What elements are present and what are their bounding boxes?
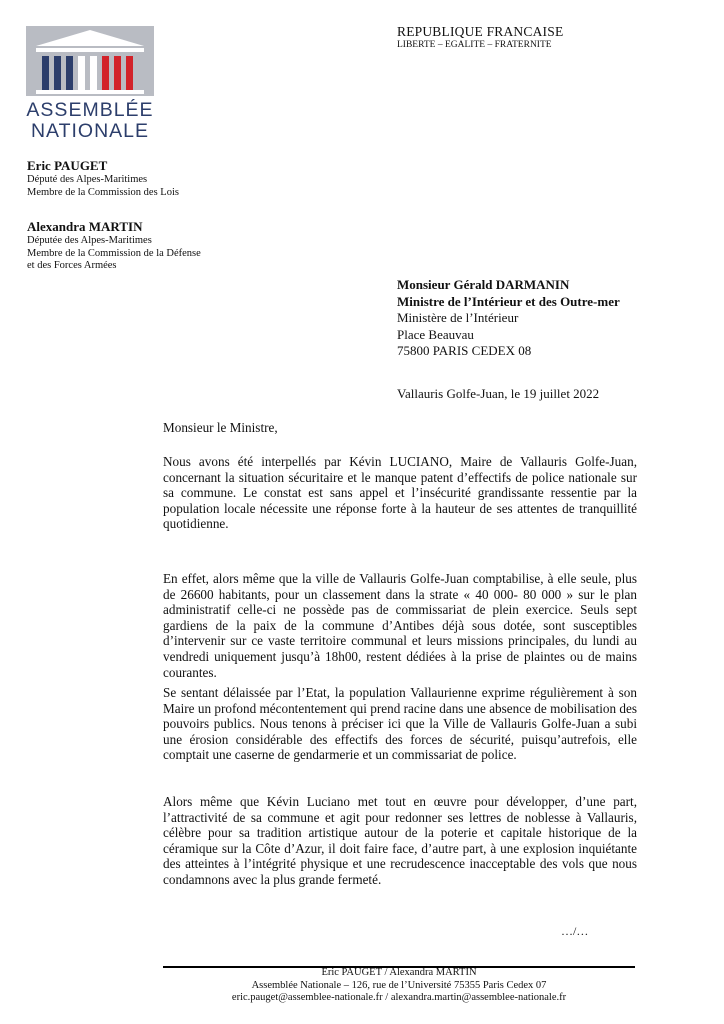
deputy-commission: Membre de la Commission de la Défense bbox=[27, 247, 201, 259]
recipient-street: Place Beauvau bbox=[397, 326, 474, 342]
republic-motto: LIBERTE – EGALITE – FRATERNITE bbox=[397, 40, 552, 50]
deputy-role: Député des Alpes-Maritimes bbox=[27, 174, 148, 185]
recipient-city: 75800 PARIS CEDEX 08 bbox=[397, 343, 532, 358]
republic-title: REPUBLIQUE FRANCAISE bbox=[397, 24, 564, 39]
paragraph-1: Nous avons été interpellés par Kévin LUCIANO, Maire de Vallauris Golfe-Juan, concernant la situation sécuritaire et le manque patent d’effectifs de police nationale sur sa commune. Le constat est sans appel et l’insécurité grandissante ressentie par la population locale nécessite une réponse forte à la hauteur de ses attentes de tranquillité quotidienne. bbox=[163, 454, 637, 532]
deputy-name: Eric PAUGET bbox=[27, 158, 108, 173]
recipient-name: Monsieur Gérald DARMANIN bbox=[397, 277, 570, 292]
deputy-commission: Membre de la Commission des Lois bbox=[27, 186, 179, 198]
hemicycle-emblem-icon bbox=[26, 26, 154, 96]
footer-address: Assemblée Nationale – 126, rue de l’Université 75355 Paris Cedex 07 bbox=[251, 980, 547, 991]
paragraph-3: Se sentant délaissée par l’Etat, la population Vallaurienne exprime régulièrement à son Maire un profond mécontentement qui prend racine dans une absence de mobilisation des pouvoirs publics. Nous tenons à préciser ici que la Ville de Vallauris Golfe-Juan a subi une érosion considérable des effectifs des forces de sécurité, puisqu’autrefois, elle comptait une caserne de gendarmerie et un commissariat de police. bbox=[163, 685, 637, 763]
footer-names: Eric PAUGET / Alexandra MARTIN bbox=[321, 967, 477, 978]
recipient-title: Ministre de l’Intérieur et des Outre-mer bbox=[397, 293, 620, 309]
logo-text-line1: ASSEMBLÉE bbox=[26, 99, 154, 121]
letter-date: Vallauris Golfe-Juan, le 19 juillet 2022 bbox=[397, 386, 600, 401]
recipient-ministry: Ministère de l’Intérieur bbox=[397, 310, 519, 325]
deputy-block-martin bbox=[27, 219, 201, 273]
salutation: Monsieur le Ministre, bbox=[163, 420, 278, 435]
deputy-commission-cont: et des Forces Armées bbox=[27, 260, 117, 271]
paragraph-4: Alors même que Kévin Luciano met tout en œuvre pour développer, d’une part, l’attractivité de sa commune et agit pour redonner ses lettres de noblesse à Vallauris, célèbre pour sa tradition artistique autour de la poterie et capitale historique de la céramique sur la Côte d’Azur, il doit faire face, d’autre part, à une explosion inquiétante des atteintes à l’intégrité physique et une recrudescence inacceptable des vols que nous condamnons avec la plus grande fermeté. bbox=[163, 794, 637, 887]
paragraph-2: En effet, alors même que la ville de Vallauris Golfe-Juan comptabilise, à elle seule, plus de 26600 habitants, pour un classement dans la strate « 40 000- 80 000 » sur le plan administratif celle-ci ne possède pas de commissariat de plein exercice. Seuls sept gardiens de la paix de la commune d’Antibes déjà sous dotée, sont susceptibles d’intervenir sur ce vaste territoire communal et leurs missions principales, du lundi au vendredi uniquement jusqu’à 18h00, restent dédiées à la prise de plaintes ou de mains courantes. bbox=[163, 571, 637, 680]
footer-emails: eric.pauget@assemblee-nationale.fr / alexandra.martin@assemblee-nationale.fr bbox=[231, 992, 567, 1003]
deputy-block-pauget bbox=[27, 158, 179, 199]
assemblee-nationale-logo bbox=[25, 26, 155, 144]
continuation-marker: …/… bbox=[561, 924, 589, 938]
logo-text-line2: NATIONALE bbox=[30, 120, 150, 142]
deputy-name: Alexandra MARTIN bbox=[27, 219, 143, 234]
recipient-address bbox=[397, 277, 620, 360]
deputy-role: Députée des Alpes-Maritimes bbox=[27, 235, 152, 246]
